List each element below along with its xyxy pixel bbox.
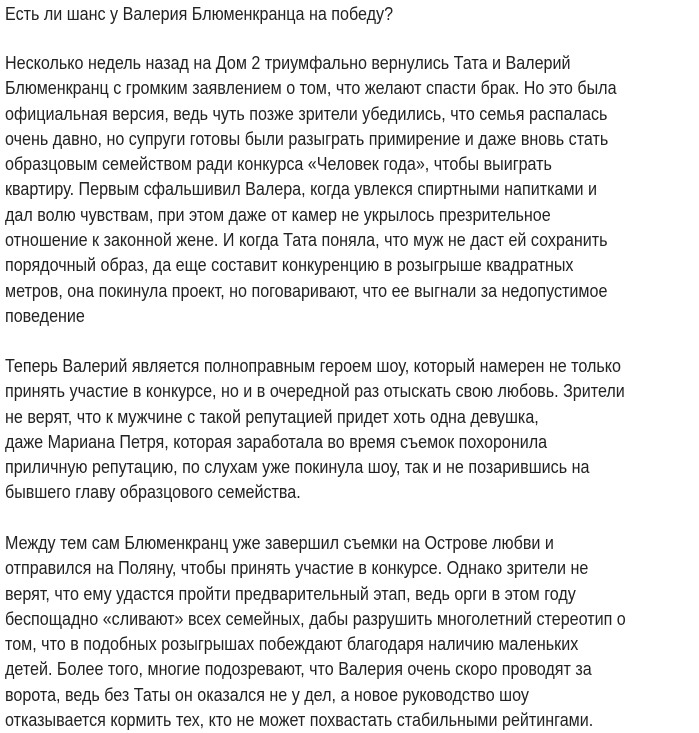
- paragraph-line: квартиру. Первым сфальшивил Валера, когда увлекся спиртными напитками и: [5, 179, 598, 200]
- paragraph-line: метров, она покинула проект, но поговаривают, что ее выгнали за недопустимое: [5, 280, 608, 301]
- paragraph-2: [5, 354, 625, 506]
- paragraph-line: бывшего главу образцового семейства.: [5, 482, 301, 503]
- paragraph-line: образцовым семейством ради конкурса «Человек года», чтобы выиграть: [5, 154, 552, 175]
- paragraph-line: отношение к законной жене. И когда Тата поняла, что муж не даст ей сохранить: [5, 230, 608, 251]
- paragraph-line: ворота, ведь без Таты он оказался не у дел, а новое руководство шоу: [5, 684, 529, 705]
- paragraph-line: верят, что ему удастся пройти предварительный этап, ведь орги в этом году: [5, 583, 576, 604]
- paragraph-line: дал волю чувствам, при этом даже от камер не укрылось презрительное: [5, 204, 551, 225]
- paragraph-line: приличную репутацию, по слухам уже покинула шоу, так и не позарившись на: [5, 457, 590, 478]
- paragraph-line: Блюменкранц с громким заявлением о том, что желают спасти брак. Но это была: [5, 78, 617, 99]
- paragraph-line: отказывается кормить тех, кто не может похвастать стабильными рейтингами.: [5, 710, 594, 731]
- paragraph-line: поведение: [5, 305, 85, 326]
- paragraph-line: официальная версия, ведь чуть позже зрители убедились, что семья распалась: [5, 103, 608, 124]
- paragraph-line: том, что в подобных розыгрышах побеждают благодаря наличию маленьких: [5, 634, 579, 655]
- paragraph-line: Теперь Валерий является полноправным героем шоу, который намерен не только: [5, 356, 621, 376]
- paragraph-line: беспощадно «сливают» всех семейных, дабы разрушить многолетний стереотип о: [5, 608, 626, 629]
- paragraph-line: Между тем сам Блюменкранц уже завершил съемки на Острове любви и: [5, 533, 554, 553]
- paragraph-line: очень давно, но супруги готовы были разыграть примирение и даже вновь стать: [5, 128, 609, 149]
- paragraph-line: Несколько недель назад на Дом 2 триумфально вернулись Тата и Валерий: [5, 53, 571, 73]
- paragraph-3: [5, 531, 626, 733]
- paragraph-line: детей. Более того, многие подозревают, что Валерия очень скоро проводят за: [5, 659, 592, 680]
- paragraph-line: даже Мариана Петря, которая заработала во время съемок похоронила: [5, 431, 548, 452]
- article-title: Есть ли шанс у Валерия Блюменкранца на победу?: [5, 4, 394, 24]
- paragraph-line: порядочный образ, да еще составит конкуренцию в розыгрыше квадратных: [5, 255, 574, 276]
- paragraph-line: не верят, что к мужчине с такой репутацией придет хоть одна девушка,: [5, 406, 539, 427]
- paragraph-line: отправился на Поляну, чтобы принять участие в конкурсе. Однако зрители не: [5, 558, 589, 579]
- paragraph-line: принять участие в конкурсе, но и в очередной раз отыскать свою любовь. Зрители: [5, 381, 625, 402]
- paragraph-1: [5, 51, 617, 329]
